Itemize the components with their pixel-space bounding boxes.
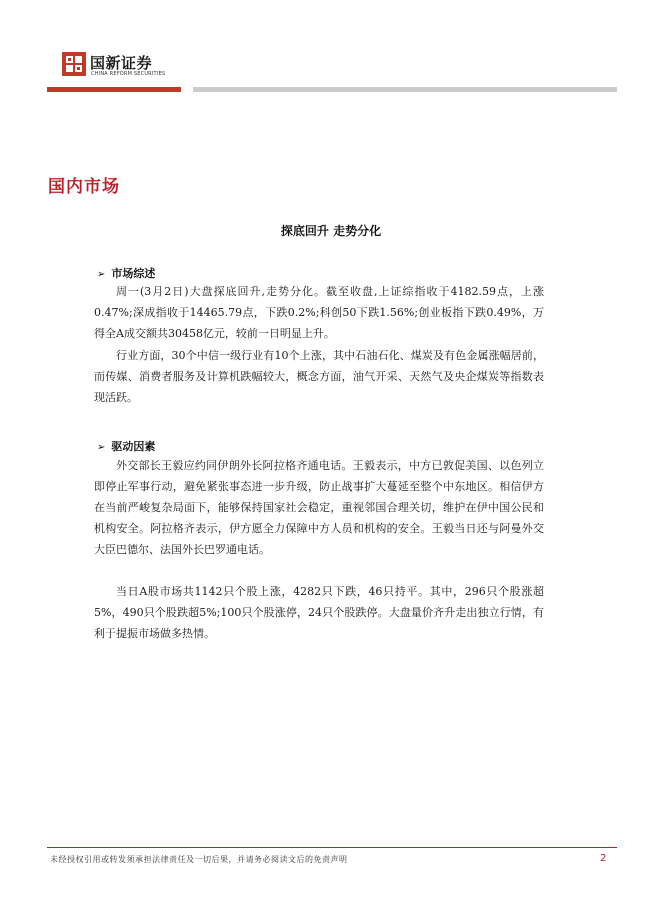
logo-chinese-name: 国新证券 [90,54,153,72]
header-divider-bar [193,87,617,92]
paragraph: 行业方面，30个中信一级行业有10个上涨，其中石油石化、煤炭及有色金属涨幅居前，而传媒、消费者服务及计算机跌幅较大，概念方面，油气开采、天然气及央企煤炭等指数表现活跃。 [94,349,544,404]
section-heading [97,265,155,281]
arrow-bullet-icon: ➢ [97,269,106,280]
heading-text: 市场综述 [111,267,156,280]
arrow-bullet-icon: ➢ [97,442,106,453]
logo [62,52,182,82]
logo-english-name: CHINA REFORM SECURITIES [91,71,166,77]
article-title: 探底回升 走势分化 [280,224,382,238]
footer-divider [47,847,617,848]
paragraph: 周一(3月2日)大盘探底回升,走势分化。截至收盘,上证综指收于4182.59点，上涨0.47%;深成指收于14465.79点，下跌0.2%;科创50下跌1.56%;创业板指下跌0.49%，万得全A成交额共30458亿元，较前一日明显上升。 [94,285,544,340]
section-heading [97,438,155,454]
section-title: 国内市场 [48,177,120,197]
paragraph: 外交部长王毅应约同伊朗外长阿拉格齐通电话。王毅表示，中方已敦促美国、以色列立即停止军事行动，避免紧张事态进一步升级，防止战事扩大蔓延至整个中东地区。相信伊方在当前严峻复杂局面下，能够保持国家社会稳定，重视邻国合理关切，维护在伊中国公民和机构安全。阿拉格齐表示，伊方愿全力保障中方人员和机构的安全。王毅当日还与阿曼外交大臣巴德尔、法国外长巴罗通电话。 [94,459,544,556]
header-accent-bar [47,87,181,92]
paragraph: 当日A股市场共1142只个股上涨，4282只下跌，46只持平。其中，296只个股涨超5%，490只个股跌超5%;100只个股涨停，24只个股跌停。大盘量价齐升走出独立行情，有利于提振市场做多热情。 [94,585,544,640]
logo-mark-icon [62,52,86,76]
page-number: 2 [600,853,607,864]
heading-text: 驱动因素 [111,440,156,453]
footer-disclaimer: 未经授权引用或转发须承担法律责任及一切后果，并请务必阅读文后的免责声明 [50,855,348,864]
